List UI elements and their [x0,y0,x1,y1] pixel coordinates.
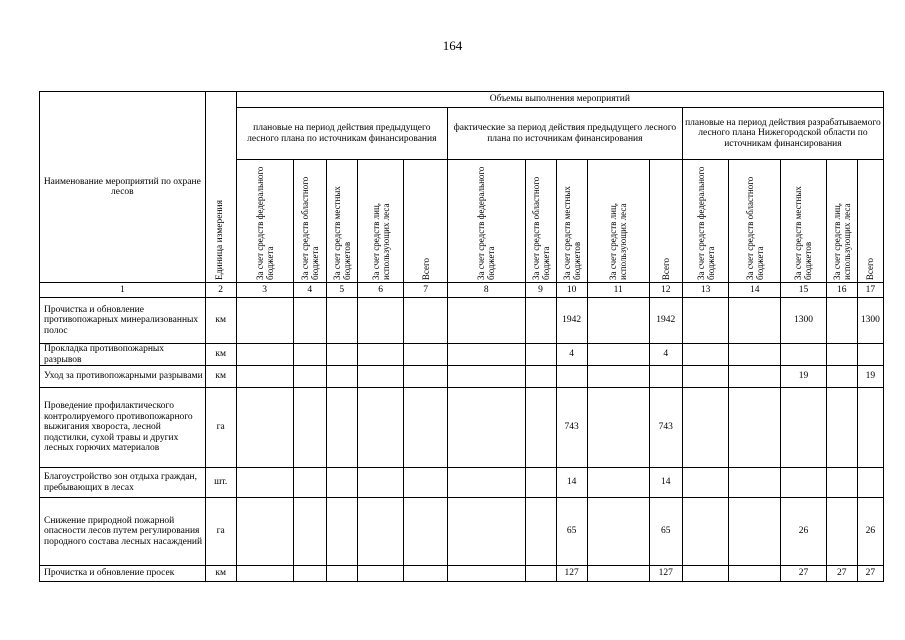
value-cell [587,298,649,344]
value-cell [587,566,649,582]
value-cell [357,566,404,582]
value-cell [236,298,293,344]
value-cell [404,388,447,468]
value-cell [326,498,357,566]
column-number-cell: 11 [587,283,649,298]
value-cell [326,468,357,498]
value-cell [826,344,857,366]
subheader-3-2: За счет средств областного бюджета [729,160,781,283]
value-cell [447,388,525,468]
value-cell [447,566,525,582]
header-group-planned-previous: плановые на период действия предыдущего лесного плана по источникам финансирования [236,108,447,160]
unit-cell: га [205,388,236,468]
value-cell [729,298,781,344]
value-cell [326,298,357,344]
column-number-cell: 1 [40,283,206,298]
measure-name: Снижение природной пожарной опасности лесов путем регулирования породного состава лесных насаждений [40,498,206,566]
subheader-3-5: Всего [857,160,883,283]
value-cell [293,344,326,366]
value-cell [826,366,857,388]
value-cell [326,344,357,366]
subheader-2-5: Всего [649,160,682,283]
value-cell [781,468,827,498]
unit-cell: шт. [205,468,236,498]
value-cell [649,366,682,388]
measure-name: Проведение профилактического контролируемого противопожарного выжигания хворостa, лесной подстилки, сухой травы и других лесных горючих материалов [40,388,206,468]
value-cell [293,298,326,344]
value-cell: 26 [781,498,827,566]
value-cell [826,498,857,566]
value-cell [857,468,883,498]
header-volumes: Объемы выполнения мероприятий [236,92,883,108]
measure-name: Благоустройство зон отдыха граждан, пребывающих в лесах [40,468,206,498]
forest-protection-table [39,91,884,582]
page-number: 164 [442,38,463,53]
subheader-2-4: За счет средств лиц, использующих леса [587,160,649,283]
value-cell [525,366,556,388]
column-number-cell: 2 [205,283,236,298]
value-cell: 743 [556,388,587,468]
value-cell [826,468,857,498]
column-number-cell: 15 [781,283,827,298]
column-number-cell: 6 [357,283,404,298]
value-cell: 27 [781,566,827,582]
value-cell [326,566,357,582]
subheader-2-2: За счет средств областного бюджета [525,160,556,283]
column-number-cell: 4 [293,283,326,298]
value-cell [826,388,857,468]
subheader-1-3: За счет средств местных бюджетов [326,160,357,283]
column-number-cell: 14 [729,283,781,298]
value-cell [326,388,357,468]
value-cell [682,388,729,468]
value-cell [587,344,649,366]
table-row [40,468,884,498]
value-cell [682,468,729,498]
value-cell [236,388,293,468]
value-cell [293,566,326,582]
unit-cell: км [205,298,236,344]
column-number-cell: 17 [857,283,883,298]
value-cell [447,366,525,388]
value-cell [781,388,827,468]
value-cell: 26 [857,498,883,566]
table-row [40,388,884,468]
value-cell [587,498,649,566]
header-group-actual-previous: фактические за период действия предыдущего лесного плана по источникам финансирования [447,108,682,160]
value-cell: 743 [649,388,682,468]
value-cell [236,366,293,388]
value-cell [682,566,729,582]
value-cell [857,388,883,468]
value-cell [556,366,587,388]
value-cell: 14 [556,468,587,498]
value-cell: 27 [826,566,857,582]
subheader-1-5: Всего [404,160,447,283]
value-cell [293,366,326,388]
value-cell [357,468,404,498]
value-cell [236,498,293,566]
value-cell: 1300 [857,298,883,344]
value-cell [357,366,404,388]
value-cell [857,344,883,366]
column-number-cell: 10 [556,283,587,298]
subheader-1-1: За счет средств федерального бюджета [236,160,293,283]
value-cell [236,344,293,366]
table-row [40,566,884,582]
value-cell [326,366,357,388]
value-cell [525,344,556,366]
value-cell [525,468,556,498]
value-cell [682,298,729,344]
subheader-3-1: За счет средств федерального бюджета [682,160,729,283]
value-cell [293,388,326,468]
table-row [40,366,884,388]
value-cell [293,498,326,566]
value-cell: 19 [781,366,827,388]
value-cell [236,566,293,582]
value-cell [682,366,729,388]
value-cell: 1942 [556,298,587,344]
column-number-cell: 5 [326,283,357,298]
value-cell [447,468,525,498]
value-cell [525,566,556,582]
unit-cell: км [205,344,236,366]
value-cell [357,344,404,366]
value-cell: 1942 [649,298,682,344]
column-number-cell: 8 [447,283,525,298]
value-cell [293,468,326,498]
table-row [40,298,884,344]
value-cell [729,366,781,388]
value-cell [404,498,447,566]
table-row [40,344,884,366]
value-cell: 14 [649,468,682,498]
column-number-cell: 16 [826,283,857,298]
header-unit: Единица измерения [205,92,236,283]
unit-cell: км [205,566,236,582]
value-cell [729,566,781,582]
value-cell: 27 [857,566,883,582]
column-number-cell: 3 [236,283,293,298]
value-cell: 1300 [781,298,827,344]
subheader-2-1: За счет средств федерального бюджета [447,160,525,283]
value-cell [729,388,781,468]
value-cell [587,388,649,468]
value-cell [525,498,556,566]
subheader-1-2: За счет средств областного бюджета [293,160,326,283]
value-cell [682,498,729,566]
value-cell: 127 [649,566,682,582]
value-cell [357,298,404,344]
subheader-3-4: За счет средств лиц, использующих леса [826,160,857,283]
value-cell [236,468,293,498]
value-cell [404,566,447,582]
value-cell [729,344,781,366]
value-cell [682,344,729,366]
header-name: Наименование мероприятий по охране лесов [40,92,206,283]
value-cell [404,468,447,498]
value-cell [404,366,447,388]
value-cell [447,298,525,344]
column-number-cell: 12 [649,283,682,298]
value-cell: 4 [556,344,587,366]
subheader-3-3: За счет средств местных бюджетов [781,160,827,283]
header-group-planned-current: плановые на период действия разрабатываемого лесного плана Нижегородской области по источникам финансирования [682,108,883,160]
value-cell [729,468,781,498]
value-cell: 4 [649,344,682,366]
column-number-cell: 9 [525,283,556,298]
column-number-cell: 7 [404,283,447,298]
unit-cell: км [205,366,236,388]
subheader-1-4: За счет средств лиц, использующих леса [357,160,404,283]
value-cell [357,388,404,468]
table-row [40,498,884,566]
value-cell [587,468,649,498]
value-cell: 127 [556,566,587,582]
value-cell [525,298,556,344]
value-cell [781,344,827,366]
value-cell: 65 [649,498,682,566]
measure-name: Прочистка и обновление просек [40,566,206,582]
column-number-cell: 13 [682,283,729,298]
measure-name: Уход за противопожарными разрывами [40,366,206,388]
value-cell [826,298,857,344]
value-cell [447,498,525,566]
value-cell [357,498,404,566]
subheader-2-3: За счет средств местных бюджетов [556,160,587,283]
value-cell [404,344,447,366]
value-cell [404,298,447,344]
value-cell: 65 [556,498,587,566]
value-cell [729,498,781,566]
measure-name: Прочистка и обновление противопожарных минерализованных полос [40,298,206,344]
value-cell: 19 [857,366,883,388]
value-cell [587,366,649,388]
measure-name: Прокладка противопожарных разрывов [40,344,206,366]
value-cell [525,388,556,468]
value-cell [447,344,525,366]
unit-cell: га [205,498,236,566]
